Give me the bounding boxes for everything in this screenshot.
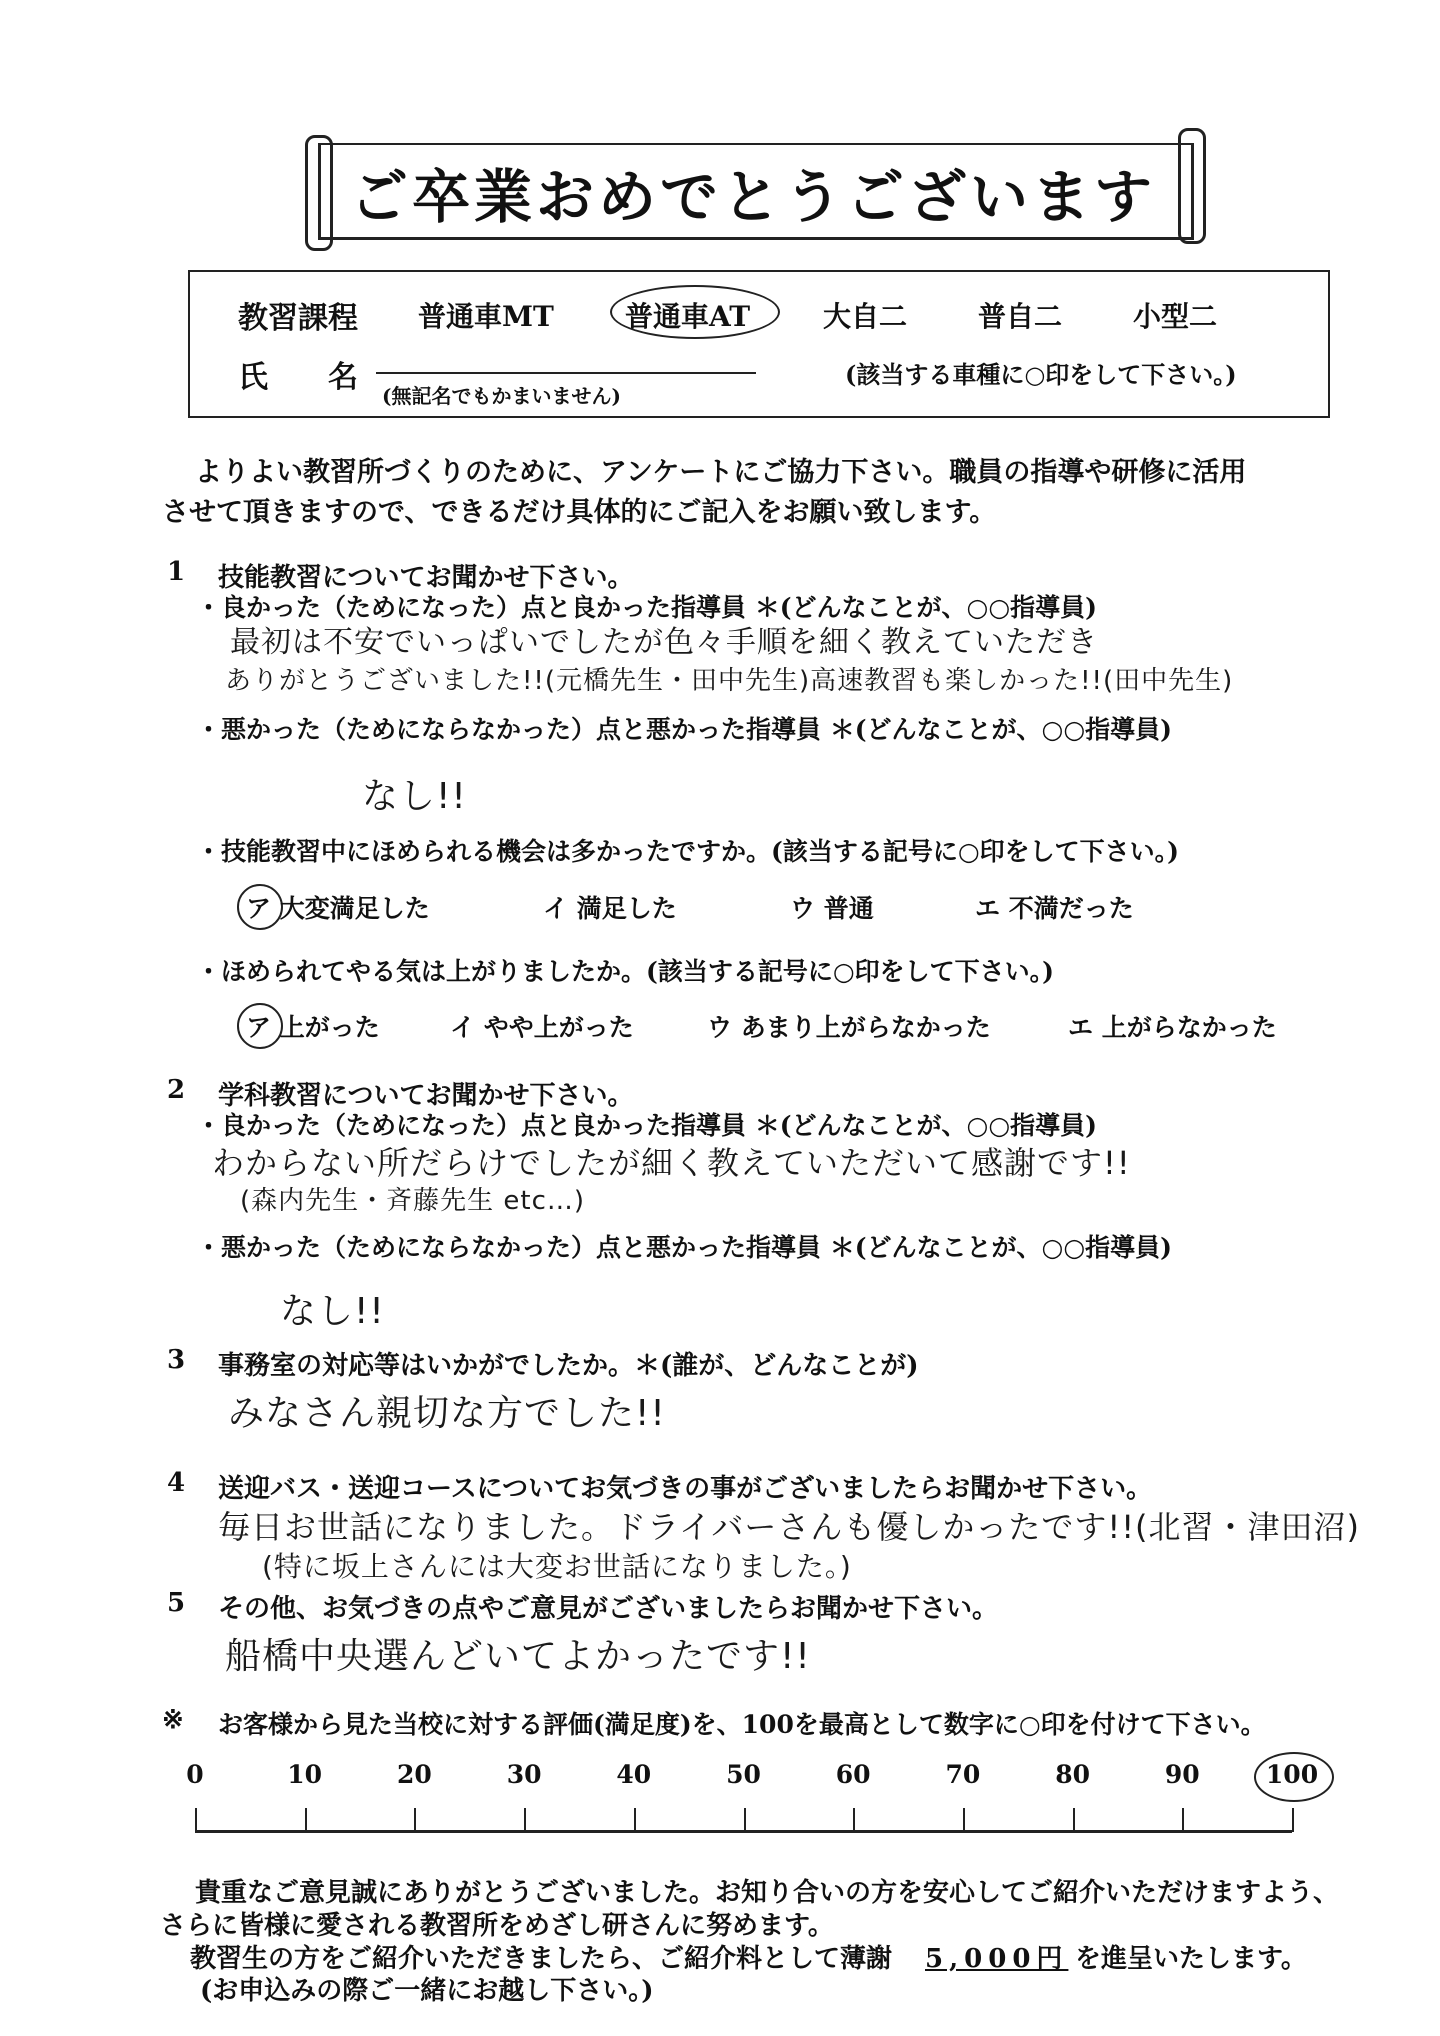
q1-good-prompt: ・良かった（ためになった）点と良かった指導員 ＊(どんなことが、○○指導員) xyxy=(196,593,1097,622)
rating-tick-40 xyxy=(634,1808,636,1832)
q1-good-answer-1: 最初は不安でいっぱいでしたが色々手順を細く教えていただき xyxy=(230,625,1098,660)
q2-title: 学科教習についてお聞かせ下さい。 xyxy=(218,1081,634,1111)
course-option-mt[interactable]: 普通車MT xyxy=(418,300,554,333)
course-option-at[interactable]: 普通車AT xyxy=(625,300,751,333)
q1-motivation-prompt: ・ほめられてやる気は上がりましたか。(該当する記号に○印をして下さい。) xyxy=(196,957,1054,986)
rating-prompt: お客様から見た当校に対する評価(満足度)を、100を最高として数字に○印を付けて下さい。 xyxy=(218,1710,1266,1739)
q3-answer: みなさん親切な方でした!! xyxy=(228,1393,666,1434)
q1-good-answer-2: ありがとうございました!!(元橋先生・田中先生)高速教習も楽しかった!!(田中先生) xyxy=(225,666,1234,696)
q1-motivation-option-i[interactable]: イ やや上がった xyxy=(450,1013,634,1042)
rating-tick-60 xyxy=(853,1808,855,1832)
rating-tick-100 xyxy=(1292,1808,1294,1832)
rating-tick-70 xyxy=(963,1808,965,1832)
q4-answer-1: 毎日お世話になりました。ドライバーさんも優しかったです!!(北習・津田沼) xyxy=(218,1508,1361,1546)
course-instruction: (該当する車種に○印をして下さい。) xyxy=(845,360,1237,389)
rating-value-30[interactable]: 30 xyxy=(506,1760,542,1789)
rating-value-0[interactable]: 0 xyxy=(186,1760,204,1789)
q1-praise-prompt: ・技能教習中にほめられる機会は多かったですか。(該当する記号に○印をして下さい。) xyxy=(196,837,1179,866)
name-label: 氏 名 xyxy=(238,360,358,395)
rating-value-100[interactable]: 100 xyxy=(1265,1760,1319,1789)
rating-mark: ※ xyxy=(162,1705,184,1735)
course-option-daijini[interactable]: 大自二 xyxy=(823,300,908,333)
closing-line-1: 貴重なご意見誠にありがとうございました。お知り合いの方を安心してご紹介いただけますよう、 xyxy=(195,1878,1340,1908)
course-selected-circle xyxy=(610,285,780,339)
rating-value-80[interactable]: 80 xyxy=(1055,1760,1090,1789)
q4-number: 4 xyxy=(167,1468,186,1498)
q1-praise-option-a[interactable]: ア 大変満足した xyxy=(246,894,430,923)
rating-tick-30 xyxy=(524,1808,526,1832)
q1-motivation-option-e[interactable]: エ 上がらなかった xyxy=(1068,1013,1277,1042)
rating-value-10[interactable]: 10 xyxy=(287,1760,323,1789)
course-label: 教習課程 xyxy=(238,301,358,336)
q4-title: 送迎バス・送迎コースについてお気づきの事がございましたらお聞かせ下さい。 xyxy=(218,1474,1153,1504)
reward-amount: 5,000円 xyxy=(925,1944,1069,1974)
q1-bad-answer: なし!! xyxy=(362,776,467,817)
rating-tick-80 xyxy=(1073,1808,1075,1832)
rating-value-70[interactable]: 70 xyxy=(945,1760,981,1789)
course-info-box xyxy=(188,270,1330,418)
intro-line-2: させて頂きますので、できるだけ具体的にご記入をお願い致します。 xyxy=(162,497,997,528)
q4-answer-2: (特に坂上さんには大変お世話になりました。) xyxy=(262,1550,852,1583)
q2-bad-prompt: ・悪かった（ためにならなかった）点と悪かった指導員 ＊(どんなことが、○○指導員) xyxy=(196,1233,1172,1262)
name-input-line[interactable] xyxy=(376,372,756,374)
q1-motivation-option-a[interactable]: ア 上がった xyxy=(246,1013,380,1042)
rating-tick-10 xyxy=(305,1808,307,1832)
closing-line-5: (お申込みの際ご一緒にお越し下さい。) xyxy=(200,1976,654,2006)
rating-tick-50 xyxy=(744,1808,746,1832)
rating-value-40[interactable]: 40 xyxy=(616,1760,652,1789)
q5-answer: 船橋中央選んどいてよかったです!! xyxy=(225,1636,811,1677)
course-option-kogatani[interactable]: 小型二 xyxy=(1133,300,1218,333)
q2-good-answer-1: わからない所だらけでしたが細く教えていただいて感謝です!! xyxy=(212,1144,1131,1182)
q3-number: 3 xyxy=(167,1345,186,1375)
q2-number: 2 xyxy=(167,1075,186,1105)
q5-number: 5 xyxy=(167,1588,186,1618)
rating-tick-0 xyxy=(195,1808,197,1832)
course-option-fujini[interactable]: 普自二 xyxy=(978,300,1063,333)
q1-praise-option-e[interactable]: エ 不満だった xyxy=(975,894,1134,923)
closing-line-3: 教習生の方をご紹介いただきましたら、ご紹介料として薄謝 xyxy=(190,1944,893,1974)
name-anonymous-note: (無記名でもかまいません) xyxy=(382,384,621,408)
q1-motivation-option-u[interactable]: ウ あまり上がらなかった xyxy=(707,1013,991,1042)
rating-selected-circle xyxy=(1254,1752,1334,1802)
q2-good-answer-2: (森内先生・斉藤先生 etc…) xyxy=(240,1186,586,1216)
q1-number: 1 xyxy=(167,557,186,587)
q1-bad-prompt: ・悪かった（ためにならなかった）点と悪かった指導員 ＊(どんなことが、○○指導員) xyxy=(196,715,1172,744)
rating-tick-20 xyxy=(414,1808,416,1832)
q2-bad-answer: なし!! xyxy=(280,1291,385,1332)
intro-line-1: よりよい教習所づくりのために、アンケートにご協力下さい。職員の指導や研修に活用 xyxy=(195,457,1247,488)
closing-line-2: さらに皆様に愛される教習所をめざし研さんに努めます。 xyxy=(160,1911,834,1941)
rating-value-60[interactable]: 60 xyxy=(835,1760,871,1789)
rating-value-20[interactable]: 20 xyxy=(396,1760,432,1789)
page-title: ご卒業おめでとうございます xyxy=(349,163,1156,231)
rating-value-50[interactable]: 50 xyxy=(726,1760,761,1789)
q1-praise-option-u[interactable]: ウ 普通 xyxy=(790,894,874,923)
q1-praise-option-i[interactable]: イ 満足した xyxy=(543,894,677,923)
closing-line-4: を進呈いたします。 xyxy=(1075,1944,1307,1974)
rating-tick-90 xyxy=(1182,1808,1184,1832)
q2-good-prompt: ・良かった（ためになった）点と良かった指導員 ＊(どんなことが、○○指導員) xyxy=(196,1111,1097,1140)
q1-title: 技能教習についてお聞かせ下さい。 xyxy=(218,563,634,593)
q3-title: 事務室の対応等はいかがでしたか。＊(誰が、どんなことが) xyxy=(218,1351,919,1381)
rating-value-90[interactable]: 90 xyxy=(1164,1760,1200,1789)
q5-title: その他、お気づきの点やご意見がございましたらお聞かせ下さい。 xyxy=(218,1594,999,1624)
